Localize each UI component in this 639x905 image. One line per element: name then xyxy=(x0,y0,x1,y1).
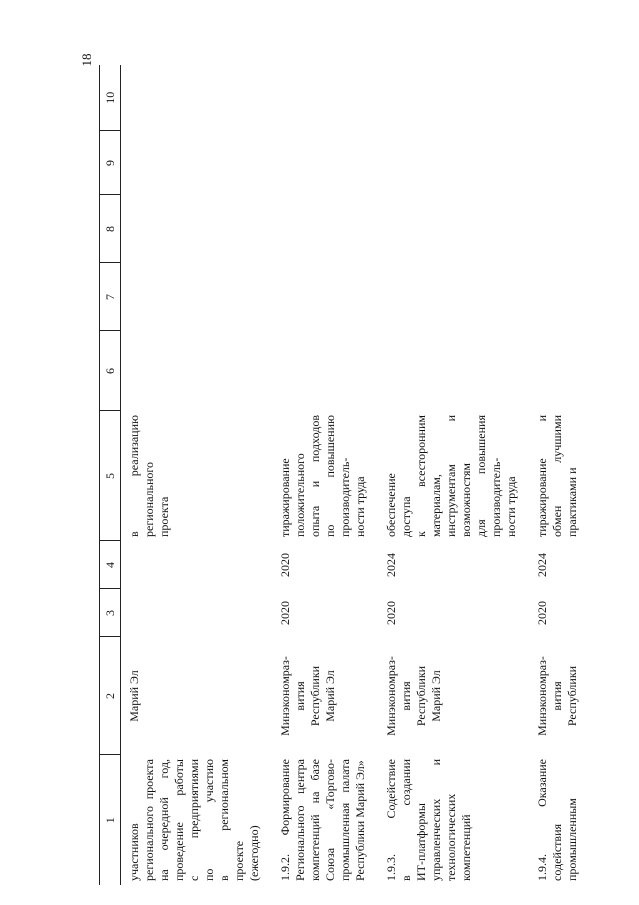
cell-line: Республики xyxy=(565,665,579,727)
table-cell xyxy=(378,637,529,755)
table-cell xyxy=(529,755,590,885)
cell-line: положительного xyxy=(293,453,307,537)
table-cell xyxy=(272,263,378,331)
cell-line: для повышения xyxy=(474,415,488,537)
cell-line: производитель- xyxy=(338,457,352,537)
cell-line: вития xyxy=(550,681,564,711)
cell-line: Союза «Торгово- xyxy=(323,759,337,881)
column-header: 5 xyxy=(100,411,121,541)
table-cell xyxy=(529,195,590,263)
cell-line: к всесторонним xyxy=(414,415,428,537)
table-cell xyxy=(529,331,590,411)
table-cell xyxy=(378,263,529,331)
table-cell xyxy=(529,411,590,541)
table-cell xyxy=(121,195,273,263)
cell-line: технологических xyxy=(444,793,458,881)
cell-line: материалам, xyxy=(429,474,443,537)
cell-line: обеспечение xyxy=(384,473,398,537)
table-cell: 2020 xyxy=(278,553,292,577)
column-header: 6 xyxy=(100,331,121,411)
cell-line: Марий Эл xyxy=(429,670,443,722)
cell-line: управленческих и xyxy=(429,759,443,881)
cell-line: вития xyxy=(399,681,413,711)
cell-line: регионального проекта xyxy=(142,759,156,881)
table-cell xyxy=(378,65,529,131)
cell-line: промышленным xyxy=(565,798,579,881)
cell-line: ИТ-платформы xyxy=(414,803,428,881)
table-cell xyxy=(121,131,273,195)
table-cell xyxy=(121,65,273,131)
column-header: 7 xyxy=(100,263,121,331)
rotated-table-container xyxy=(99,65,639,885)
cell-line: ности труда xyxy=(353,476,367,537)
cell-line: доступа xyxy=(399,496,413,537)
column-header: 8 xyxy=(100,195,121,263)
table-cell xyxy=(272,637,378,755)
table-cell xyxy=(121,411,273,541)
cell-line: вития xyxy=(293,681,307,711)
table-cell xyxy=(529,637,590,755)
cell-line: тиражирование и xyxy=(535,415,549,537)
table-cell: 2020 xyxy=(384,601,398,625)
cell-line: содействия xyxy=(550,823,564,881)
table-row xyxy=(121,65,273,885)
cell-line: инструментам и xyxy=(444,415,458,537)
table-cell xyxy=(121,541,273,589)
cell-line: в региональном проекте xyxy=(217,759,246,881)
table-cell xyxy=(272,195,378,263)
cell-line: 1.9.4. Оказание xyxy=(535,759,549,881)
cell-line: Марий Эл xyxy=(127,670,141,722)
table-row xyxy=(272,65,378,885)
cell-line: компетенций xyxy=(459,814,473,881)
table-cell xyxy=(272,411,378,541)
cell-line: 1.9.3. Содействие xyxy=(384,759,398,881)
cell-line: по участию xyxy=(202,759,216,881)
cell-line: участников xyxy=(127,823,141,881)
page-number: 18 xyxy=(79,53,94,67)
header-row xyxy=(100,65,121,885)
table-cell xyxy=(529,65,590,131)
cell-line: 1.9.2. Формирование xyxy=(278,759,292,881)
cell-line: проведение работы xyxy=(172,759,186,881)
column-header: 3 xyxy=(100,589,121,637)
table-row xyxy=(378,65,529,885)
cell-line: тиражирование xyxy=(278,458,292,537)
table-cell xyxy=(378,755,529,885)
table-cell xyxy=(529,263,590,331)
cell-line: Республики Марий Эл» xyxy=(353,760,367,881)
column-header: 9 xyxy=(100,131,121,195)
column-header: 2 xyxy=(100,637,121,755)
cell-line: Республики xyxy=(414,665,428,727)
cell-line: (ежегодно) xyxy=(247,825,261,881)
cell-line: проекта xyxy=(157,496,171,537)
cell-line: практиками и xyxy=(565,467,579,537)
cell-line: компетенций на базе xyxy=(308,759,322,881)
cell-line: опыта и подходов xyxy=(308,415,322,537)
table-cell: 2024 xyxy=(535,553,549,577)
table-cell: 2020 xyxy=(535,601,549,625)
cell-line: Марий Эл xyxy=(323,670,337,722)
cell-line: с предприятиями xyxy=(187,759,201,881)
table-cell xyxy=(272,65,378,131)
cell-line: в создании xyxy=(399,759,413,881)
column-header: 10 xyxy=(100,65,121,131)
table-cell: 2020 xyxy=(278,601,292,625)
cell-line: Минэкономраз- xyxy=(384,656,398,736)
cell-line: Минэкономраз- xyxy=(535,656,549,736)
table-cell xyxy=(121,589,273,637)
table-cell xyxy=(272,131,378,195)
table-cell xyxy=(272,755,378,885)
table-cell xyxy=(378,331,529,411)
cell-line: промышленная палата xyxy=(338,759,352,881)
table-cell xyxy=(121,331,273,411)
cell-line: Республики xyxy=(308,665,322,727)
column-header: 4 xyxy=(100,541,121,589)
table-cell xyxy=(121,755,273,885)
table-cell xyxy=(121,263,273,331)
column-header: 1 xyxy=(100,755,121,885)
table-cell xyxy=(378,195,529,263)
table-cell: 2024 xyxy=(384,553,398,577)
cell-line: возможностям xyxy=(459,463,473,537)
table-cell xyxy=(121,637,273,755)
cell-line: обмен лучшими xyxy=(550,415,564,537)
cell-line: Минэкономраз- xyxy=(278,656,292,736)
cell-line: по повышению xyxy=(323,415,337,537)
cell-line: ности труда xyxy=(504,476,518,537)
cell-line: производитель- xyxy=(489,457,503,537)
table-cell xyxy=(378,131,529,195)
measures-table xyxy=(99,65,590,885)
cell-line: регионального xyxy=(142,461,156,537)
table-cell xyxy=(378,411,529,541)
cell-line: в реализацию xyxy=(127,415,141,537)
cell-line: Регионального центра xyxy=(293,759,307,881)
table-row xyxy=(529,65,590,885)
cell-line: на очередной год, xyxy=(157,759,171,881)
table-cell xyxy=(272,331,378,411)
table-cell xyxy=(529,131,590,195)
